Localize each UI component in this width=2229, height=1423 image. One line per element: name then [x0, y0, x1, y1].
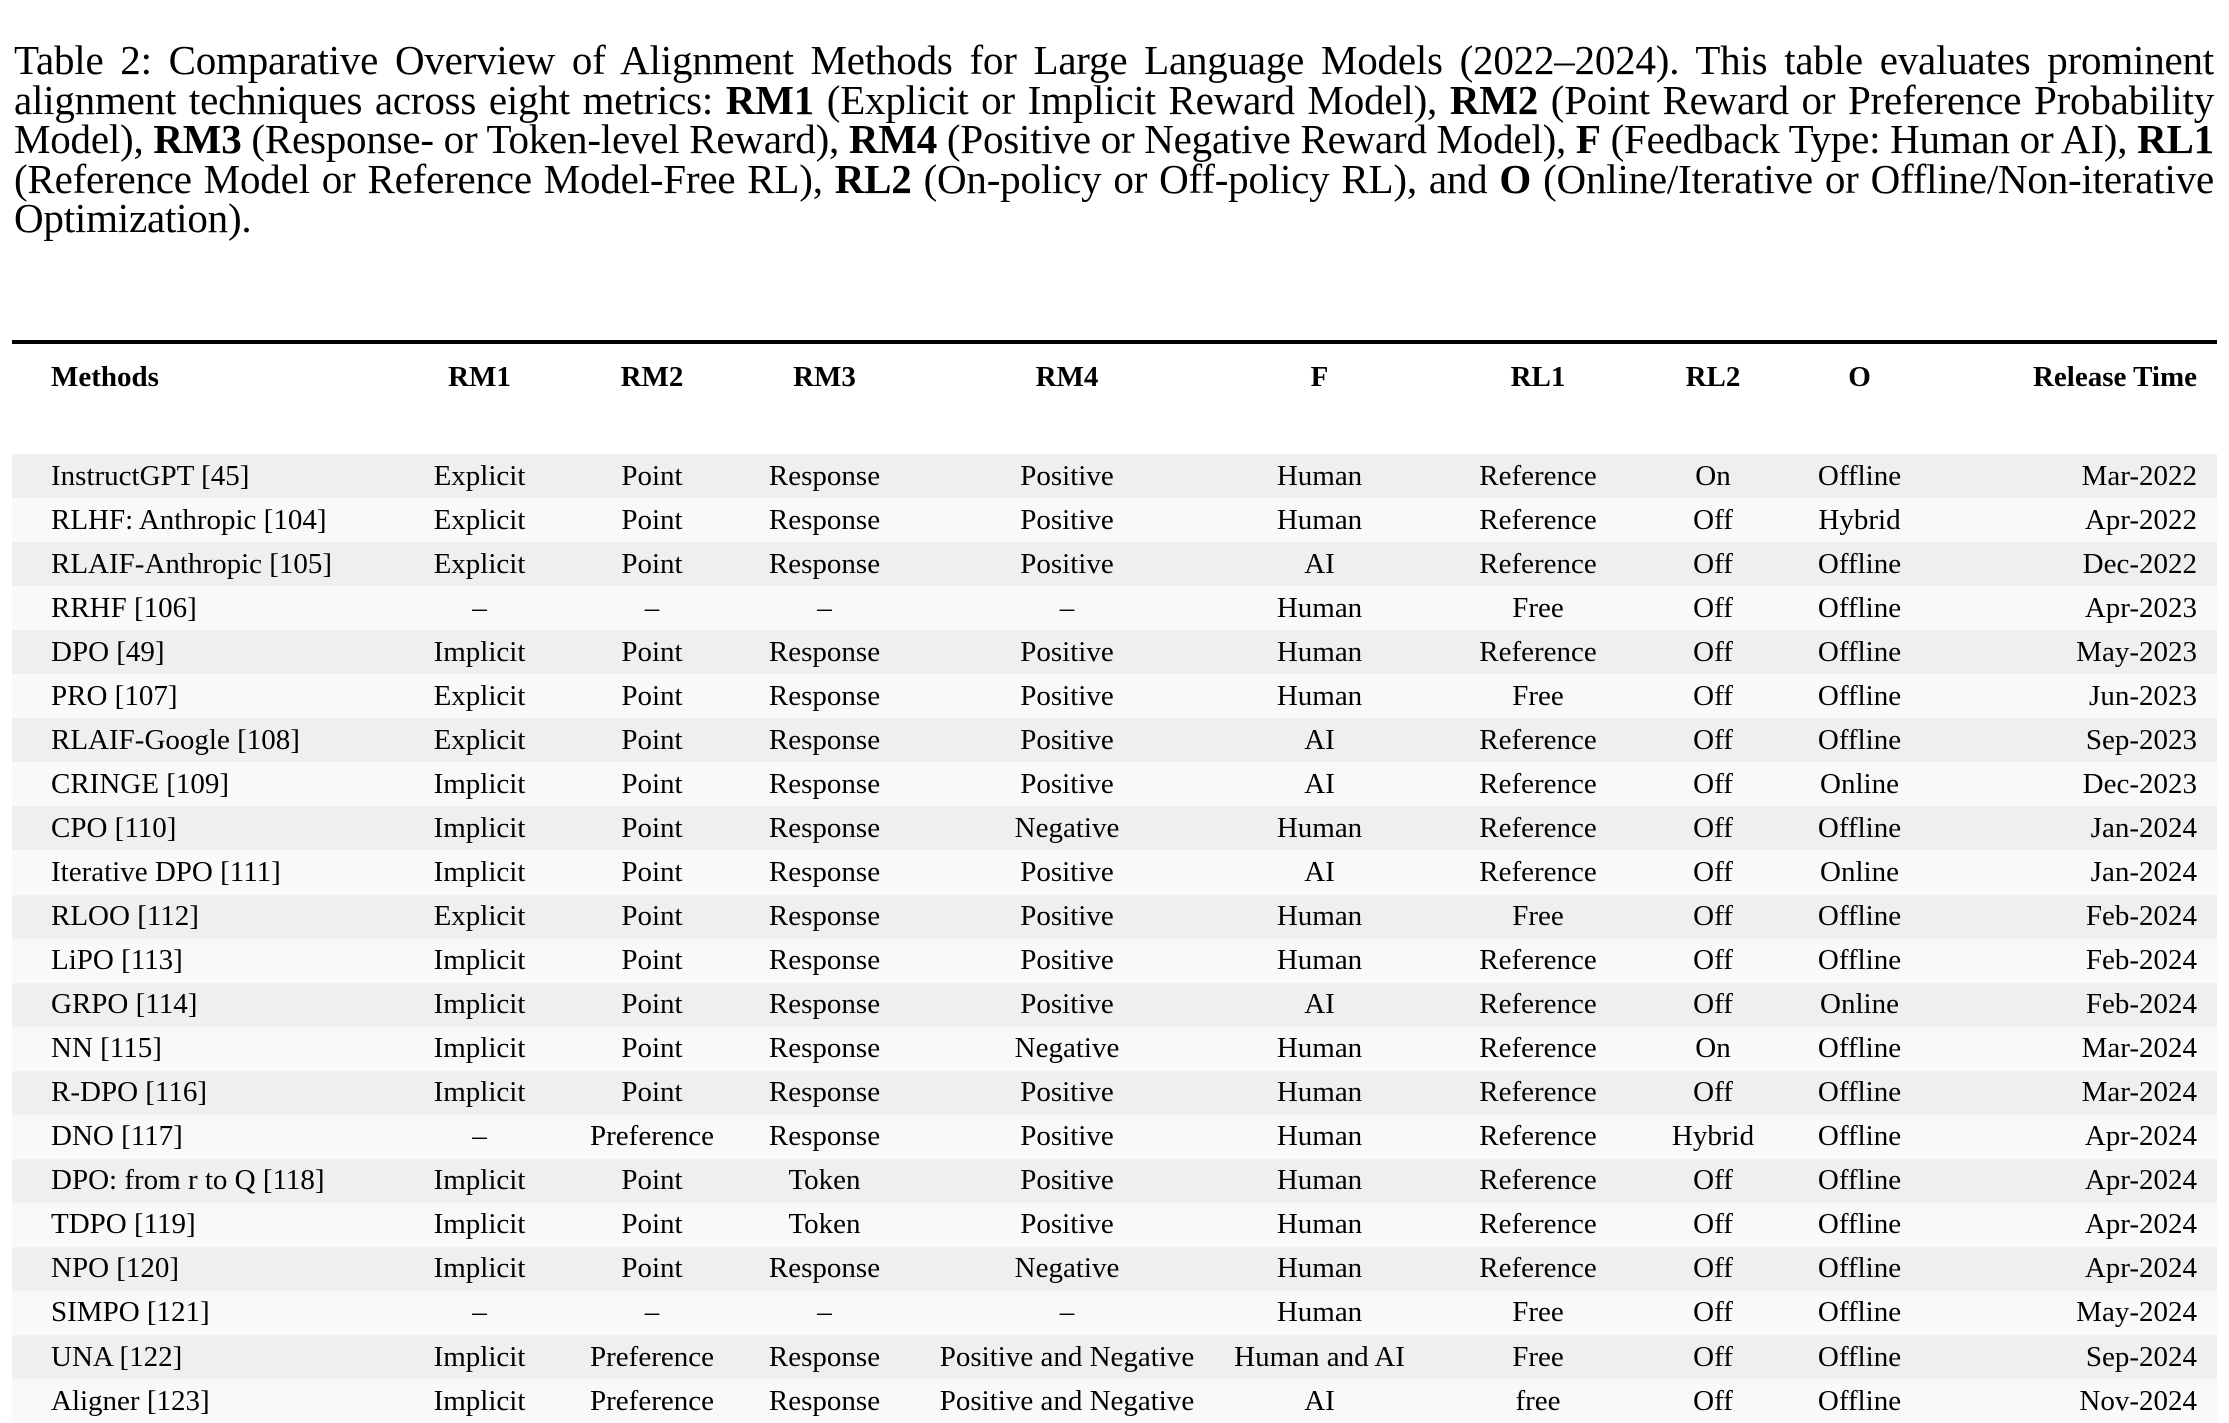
- cell-rl1: Free: [1422, 1291, 1654, 1335]
- cell-rm4: Positive: [917, 630, 1217, 674]
- cell-rm1: Implicit: [387, 1203, 572, 1247]
- cell-method: InstructGPT [45]: [12, 454, 387, 498]
- cell-rm2: –: [572, 586, 732, 630]
- cell-rm1: Implicit: [387, 1335, 572, 1379]
- table-row: [12, 983, 2217, 1027]
- caption-desc-rm2: (Point Reward or Preference Probability Model),: [14, 76, 2214, 162]
- cell-release-time: Sep-2023: [1947, 718, 2217, 762]
- cell-release-time: Apr-2023: [1947, 586, 2217, 630]
- cell-rl2: Off: [1654, 1071, 1772, 1115]
- table-row: [12, 895, 2217, 939]
- cell-release-time: Feb-2024: [1947, 939, 2217, 983]
- cell-f: AI: [1217, 1379, 1422, 1423]
- cell-method: GRPO [114]: [12, 983, 387, 1027]
- cell-o: Offline: [1772, 674, 1947, 718]
- caption-key-rl1: RL1: [2137, 116, 2214, 162]
- caption-desc-rl1: (Reference Model or Reference Model-Free RL),: [14, 155, 835, 202]
- column-header-rm2: RM2: [620, 360, 684, 393]
- table-row: [12, 1027, 2217, 1071]
- cell-rm4: Positive: [917, 718, 1217, 762]
- caption-desc-f: (Feedback Type: Human or AI),: [1600, 116, 2138, 162]
- cell-o: Offline: [1772, 939, 1947, 983]
- column-header-o: O: [1848, 360, 1871, 393]
- cell-rm3: Response: [732, 762, 917, 806]
- cell-o: Offline: [1772, 1379, 1947, 1423]
- cell-rl1: free: [1422, 1379, 1654, 1423]
- cell-rm1: Implicit: [387, 1379, 572, 1423]
- cell-release-time: Dec-2023: [1947, 762, 2217, 806]
- table-row: [12, 454, 2217, 498]
- cell-method: CPO [110]: [12, 806, 387, 850]
- cell-rl1: Reference: [1422, 1027, 1654, 1071]
- cell-f: AI: [1217, 983, 1422, 1027]
- cell-rl2: Off: [1654, 983, 1772, 1027]
- caption-key-rm1: RM1: [725, 76, 815, 123]
- cell-rl1: Reference: [1422, 983, 1654, 1027]
- cell-f: Human: [1217, 939, 1422, 983]
- cell-rm3: Response: [732, 1379, 917, 1423]
- cell-rl1: Reference: [1422, 718, 1654, 762]
- cell-rm4: –: [917, 586, 1217, 630]
- table-row: [12, 498, 2217, 542]
- cell-rm1: Explicit: [387, 895, 572, 939]
- cell-f: AI: [1217, 762, 1422, 806]
- cell-o: Offline: [1772, 1203, 1947, 1247]
- cell-rl2: Off: [1654, 630, 1772, 674]
- cell-rm2: Point: [572, 850, 732, 894]
- header-row: [12, 344, 2217, 410]
- cell-release-time: May-2023: [1947, 630, 2217, 674]
- cell-rl1: Free: [1422, 895, 1654, 939]
- cell-rm1: Implicit: [387, 1247, 572, 1291]
- cell-rm4: Positive: [917, 762, 1217, 806]
- cell-o: Offline: [1772, 542, 1947, 586]
- caption-key-rm3: RM3: [153, 116, 242, 162]
- cell-rl2: Off: [1654, 762, 1772, 806]
- column-header-rm3: RM3: [793, 360, 856, 393]
- cell-method: SIMPO [121]: [12, 1291, 387, 1335]
- spacer-cell: [12, 410, 2217, 454]
- cell-release-time: Jan-2024: [1947, 806, 2217, 850]
- table-row: [12, 1335, 2217, 1379]
- cell-method: DPO: from r to Q [118]: [12, 1159, 387, 1203]
- cell-rm3: Response: [732, 630, 917, 674]
- cell-method: Aligner [123]: [12, 1379, 387, 1423]
- cell-rm4: Positive: [917, 674, 1217, 718]
- cell-rm2: Point: [572, 630, 732, 674]
- cell-rm4: Negative: [917, 1247, 1217, 1291]
- cell-f: AI: [1217, 542, 1422, 586]
- cell-rl1: Reference: [1422, 1247, 1654, 1291]
- cell-rm1: Implicit: [387, 762, 572, 806]
- cell-rm3: Response: [732, 895, 917, 939]
- column-header-rm1: RM1: [448, 360, 511, 393]
- cell-method: TDPO [119]: [12, 1203, 387, 1247]
- cell-rm4: Positive: [917, 1115, 1217, 1159]
- table-row: [12, 850, 2217, 894]
- cell-rm2: Point: [572, 806, 732, 850]
- cell-rl1: Free: [1422, 674, 1654, 718]
- cell-o: Online: [1772, 762, 1947, 806]
- cell-o: Hybrid: [1772, 498, 1947, 542]
- table-row: [12, 1379, 2217, 1423]
- cell-release-time: Apr-2024: [1947, 1159, 2217, 1203]
- cell-f: Human: [1217, 586, 1422, 630]
- cell-rl2: Off: [1654, 498, 1772, 542]
- cell-rm2: Point: [572, 1071, 732, 1115]
- cell-rm3: Response: [732, 1247, 917, 1291]
- table-caption: [14, 37, 2214, 241]
- cell-release-time: Feb-2024: [1947, 983, 2217, 1027]
- cell-o: Offline: [1772, 630, 1947, 674]
- caption-desc-rm4: (Positive or Negative Reward Model),: [937, 116, 1576, 162]
- cell-o: Online: [1772, 850, 1947, 894]
- cell-release-time: Mar-2024: [1947, 1071, 2217, 1115]
- table-row: [12, 542, 2217, 586]
- cell-f: Human: [1217, 1203, 1422, 1247]
- cell-release-time: Jun-2023: [1947, 674, 2217, 718]
- cell-f: Human: [1217, 1159, 1422, 1203]
- cell-rl1: Reference: [1422, 1159, 1654, 1203]
- cell-f: Human: [1217, 1071, 1422, 1115]
- cell-rm4: Positive: [917, 983, 1217, 1027]
- cell-method: NN [115]: [12, 1027, 387, 1071]
- cell-rm2: Preference: [572, 1379, 732, 1423]
- cell-f: Human: [1217, 1247, 1422, 1291]
- caption-desc-rl2: (On-policy or Off-policy RL), and: [911, 155, 1500, 202]
- cell-rl2: Hybrid: [1654, 1115, 1772, 1159]
- cell-release-time: Mar-2022: [1947, 454, 2217, 498]
- cell-rl2: Off: [1654, 718, 1772, 762]
- cell-o: Online: [1772, 983, 1947, 1027]
- cell-release-time: Feb-2024: [1947, 895, 2217, 939]
- cell-method: PRO [107]: [12, 674, 387, 718]
- cell-rl1: Reference: [1422, 762, 1654, 806]
- cell-rl1: Reference: [1422, 850, 1654, 894]
- cell-rm4: Positive: [917, 939, 1217, 983]
- cell-rm1: Implicit: [387, 1071, 572, 1115]
- cell-rm1: Explicit: [387, 718, 572, 762]
- cell-rm1: Explicit: [387, 454, 572, 498]
- cell-rm1: –: [387, 586, 572, 630]
- cell-rm4: Negative: [917, 1027, 1217, 1071]
- column-header-rl1: RL1: [1510, 360, 1566, 393]
- cell-method: RLHF: Anthropic [104]: [12, 498, 387, 542]
- cell-method: RLAIF-Google [108]: [12, 718, 387, 762]
- cell-rm2: Point: [572, 718, 732, 762]
- cell-rm1: Implicit: [387, 850, 572, 894]
- cell-rm3: Response: [732, 983, 917, 1027]
- cell-rm3: Token: [732, 1159, 917, 1203]
- cell-f: Human: [1217, 1027, 1422, 1071]
- column-header-methods: Methods: [51, 360, 159, 393]
- cell-release-time: Dec-2022: [1947, 542, 2217, 586]
- column-header-rm4: RM4: [1035, 360, 1099, 393]
- cell-rm2: Preference: [572, 1335, 732, 1379]
- cell-method: LiPO [113]: [12, 939, 387, 983]
- cell-rm2: Point: [572, 542, 732, 586]
- table-body: [12, 410, 2217, 1423]
- caption-desc-rm3: (Response- or Token-level Reward),: [241, 116, 849, 162]
- cell-release-time: Apr-2024: [1947, 1247, 2217, 1291]
- column-header-release-time: Release Time: [2032, 360, 2197, 393]
- cell-rm3: Response: [732, 718, 917, 762]
- cell-rm4: –: [917, 1291, 1217, 1335]
- cell-rm2: –: [572, 1291, 732, 1335]
- cell-rm1: –: [387, 1291, 572, 1335]
- cell-rm1: –: [387, 1115, 572, 1159]
- cell-method: DNO [117]: [12, 1115, 387, 1159]
- cell-rm4: Positive and Negative: [917, 1379, 1217, 1423]
- cell-o: Offline: [1772, 895, 1947, 939]
- cell-rl2: Off: [1654, 674, 1772, 718]
- cell-rm4: Positive: [917, 1159, 1217, 1203]
- header-spacer: [12, 410, 2217, 454]
- cell-f: Human and AI: [1217, 1335, 1422, 1379]
- cell-o: Offline: [1772, 1115, 1947, 1159]
- table-row: [12, 1203, 2217, 1247]
- caption-key-f: F: [1575, 116, 1601, 162]
- cell-release-time: Apr-2024: [1947, 1203, 2217, 1247]
- cell-o: Offline: [1772, 1291, 1947, 1335]
- cell-release-time: Apr-2024: [1947, 1115, 2217, 1159]
- cell-rm3: Response: [732, 674, 917, 718]
- cell-rl2: Off: [1654, 939, 1772, 983]
- cell-f: Human: [1217, 895, 1422, 939]
- cell-rm3: Response: [732, 454, 917, 498]
- cell-rm3: Response: [732, 806, 917, 850]
- cell-f: AI: [1217, 850, 1422, 894]
- cell-rm1: Implicit: [387, 939, 572, 983]
- cell-f: Human: [1217, 1291, 1422, 1335]
- cell-rm2: Point: [572, 1247, 732, 1291]
- cell-rl1: Reference: [1422, 939, 1654, 983]
- cell-rm4: Positive: [917, 498, 1217, 542]
- cell-rm3: –: [732, 1291, 917, 1335]
- cell-o: Offline: [1772, 718, 1947, 762]
- cell-rm4: Positive: [917, 895, 1217, 939]
- cell-rl2: Off: [1654, 1247, 1772, 1291]
- cell-rm3: Response: [732, 1027, 917, 1071]
- table-row: [12, 1115, 2217, 1159]
- cell-rm2: Point: [572, 762, 732, 806]
- cell-rm3: Token: [732, 1203, 917, 1247]
- cell-rm3: Response: [732, 850, 917, 894]
- cell-rm1: Implicit: [387, 1159, 572, 1203]
- caption-desc-rm1: (Explicit or Implicit Reward Model),: [814, 76, 1450, 123]
- cell-method: UNA [122]: [12, 1335, 387, 1379]
- cell-rm1: Implicit: [387, 983, 572, 1027]
- cell-rl2: Off: [1654, 586, 1772, 630]
- cell-release-time: Apr-2022: [1947, 498, 2217, 542]
- cell-rm2: Point: [572, 498, 732, 542]
- cell-rm2: Point: [572, 983, 732, 1027]
- caption-key-rm2: RM2: [1449, 76, 1539, 123]
- cell-rm4: Positive: [917, 1203, 1217, 1247]
- table-row: [12, 674, 2217, 718]
- table-row: [12, 630, 2217, 674]
- cell-rm3: Response: [732, 542, 917, 586]
- cell-rm2: Point: [572, 1203, 732, 1247]
- cell-rm3: Response: [732, 1335, 917, 1379]
- cell-f: AI: [1217, 718, 1422, 762]
- cell-method: CRINGE [109]: [12, 762, 387, 806]
- cell-f: Human: [1217, 630, 1422, 674]
- cell-o: Offline: [1772, 586, 1947, 630]
- cell-rm3: Response: [732, 939, 917, 983]
- cell-rl2: Off: [1654, 1203, 1772, 1247]
- cell-rm2: Point: [572, 1027, 732, 1071]
- alignment-methods-table: [12, 344, 2217, 1423]
- cell-rm4: Positive: [917, 454, 1217, 498]
- cell-rl2: Off: [1654, 542, 1772, 586]
- cell-rl2: On: [1654, 454, 1772, 498]
- column-header-rl2: RL2: [1685, 360, 1741, 393]
- cell-rl1: Reference: [1422, 630, 1654, 674]
- cell-rl1: Reference: [1422, 498, 1654, 542]
- cell-rm3: Response: [732, 1071, 917, 1115]
- caption-key-rm4: RM4: [848, 116, 938, 162]
- cell-f: Human: [1217, 1115, 1422, 1159]
- cell-rl2: Off: [1654, 895, 1772, 939]
- cell-rm1: Implicit: [387, 630, 572, 674]
- cell-rm4: Positive: [917, 542, 1217, 586]
- caption-key-rl2: RL2: [834, 155, 912, 202]
- cell-method: R-DPO [116]: [12, 1071, 387, 1115]
- cell-rl2: On: [1654, 1027, 1772, 1071]
- cell-release-time: May-2024: [1947, 1291, 2217, 1335]
- cell-f: Human: [1217, 806, 1422, 850]
- cell-rm1: Explicit: [387, 498, 572, 542]
- cell-method: RLAIF-Anthropic [105]: [12, 542, 387, 586]
- cell-rl1: Reference: [1422, 1115, 1654, 1159]
- cell-rm4: Positive: [917, 1071, 1217, 1115]
- cell-o: Offline: [1772, 1159, 1947, 1203]
- table-row: [12, 762, 2217, 806]
- cell-rm4: Positive: [917, 850, 1217, 894]
- caption-desc-o: (Online/Iterative or Offline/Non-iterative Optimization).: [14, 155, 2214, 241]
- cell-method: DPO [49]: [12, 630, 387, 674]
- cell-rm2: Point: [572, 454, 732, 498]
- cell-f: Human: [1217, 674, 1422, 718]
- cell-rl2: Off: [1654, 850, 1772, 894]
- cell-rl2: Off: [1654, 1335, 1772, 1379]
- cell-o: Offline: [1772, 1027, 1947, 1071]
- cell-rl2: Off: [1654, 1291, 1772, 1335]
- table-row: [12, 1291, 2217, 1335]
- cell-method: NPO [120]: [12, 1247, 387, 1291]
- cell-rm2: Preference: [572, 1115, 732, 1159]
- cell-o: Offline: [1772, 1071, 1947, 1115]
- cell-rl1: Reference: [1422, 1071, 1654, 1115]
- column-header-f: F: [1310, 360, 1329, 393]
- cell-rm3: Response: [732, 1115, 917, 1159]
- cell-rm1: Implicit: [387, 806, 572, 850]
- cell-rl1: Reference: [1422, 542, 1654, 586]
- table-row: [12, 586, 2217, 630]
- table-row: [12, 1071, 2217, 1115]
- cell-rm1: Explicit: [387, 542, 572, 586]
- cell-method: RRHF [106]: [12, 586, 387, 630]
- cell-release-time: Nov-2024: [1947, 1379, 2217, 1423]
- table-row: [12, 806, 2217, 850]
- cell-rl1: Reference: [1422, 806, 1654, 850]
- cell-o: Offline: [1772, 1247, 1947, 1291]
- table-row: [12, 718, 2217, 762]
- cell-rl1: Reference: [1422, 454, 1654, 498]
- cell-release-time: Jan-2024: [1947, 850, 2217, 894]
- cell-release-time: Sep-2024: [1947, 1335, 2217, 1379]
- cell-rm3: Response: [732, 498, 917, 542]
- cell-rm2: Point: [572, 1159, 732, 1203]
- cell-rm4: Positive and Negative: [917, 1335, 1217, 1379]
- cell-rm3: –: [732, 586, 917, 630]
- cell-rm2: Point: [572, 895, 732, 939]
- cell-method: RLOO [112]: [12, 895, 387, 939]
- table-row: [12, 1159, 2217, 1203]
- cell-rl2: Off: [1654, 1159, 1772, 1203]
- cell-method: Iterative DPO [111]: [12, 850, 387, 894]
- cell-f: Human: [1217, 498, 1422, 542]
- cell-rm1: Explicit: [387, 674, 572, 718]
- caption-lead: Table 2: Comparative Overview of Alignment Methods for Large Language Models (2022–2024). This table evaluates prominent alignment techniques across eight metrics:: [14, 37, 2214, 123]
- cell-rl1: Reference: [1422, 1203, 1654, 1247]
- cell-release-time: Mar-2024: [1947, 1027, 2217, 1071]
- cell-rm2: Point: [572, 674, 732, 718]
- cell-o: Offline: [1772, 1335, 1947, 1379]
- cell-o: Offline: [1772, 454, 1947, 498]
- table-row: [12, 939, 2217, 983]
- cell-rl1: Free: [1422, 1335, 1654, 1379]
- cell-f: Human: [1217, 454, 1422, 498]
- cell-rm1: Implicit: [387, 1027, 572, 1071]
- caption-key-o: O: [1499, 155, 1532, 202]
- cell-o: Offline: [1772, 806, 1947, 850]
- cell-rm4: Negative: [917, 806, 1217, 850]
- cell-rl1: Free: [1422, 586, 1654, 630]
- cell-rm2: Point: [572, 939, 732, 983]
- cell-rl2: Off: [1654, 806, 1772, 850]
- cell-rl2: Off: [1654, 1379, 1772, 1423]
- table-row: [12, 1247, 2217, 1291]
